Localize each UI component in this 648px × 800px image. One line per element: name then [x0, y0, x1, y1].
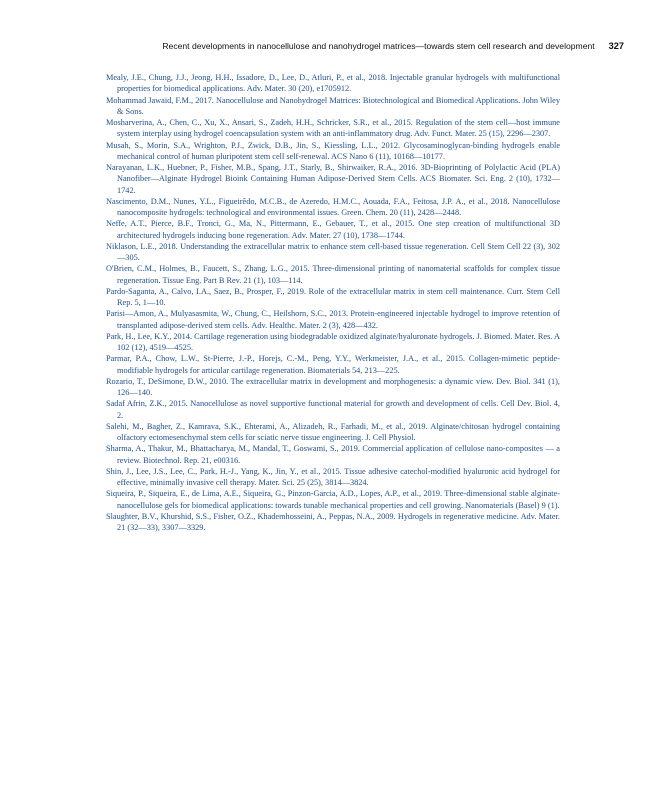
reference-item: Musah, S., Morin, S.A., Wrighton, P.J., Zwick, D.B., Jin, S., Kiessling, L.L., 2012. Glycosaminoglycan-binding hydrogels enable mechanical control of human pluripotent stem cell self-renewal. ACS Nano 6 (11), 10168—10177.	[106, 140, 560, 161]
reference-item: Niklason, L.E., 2018. Understanding the extracellular matrix to enhance stem cell-based tissue regeneration. Cell Stem Cell 22 (3), 302—305.	[106, 241, 560, 262]
reference-item: Pardo-Saganta, A., Calvo, I.A., Saez, B., Prosper, F., 2019. Role of the extracellular matrix in stem cell maintenance. Curr. Stem Cell Rep. 5, 1—10.	[106, 286, 560, 307]
reference-item: Nascimento, D.M., Nunes, Y.L., Figueirêdo, M.C.B., de Azeredo, H.M.C., Aouada, F.A., Feitosa, J.P. A., et al., 2018. Nanocellulose nanocomposite hydrogels: technological and environmental issues. Green. Chem. 20 (11), 2428—2448.	[106, 196, 560, 217]
reference-item: Rozario, T., DeSimone, D.W., 2010. The extracellular matrix in development and morphogenesis: a dynamic view. Dev. Biol. 341 (1), 126—140.	[106, 376, 560, 397]
reference-item: Sadaf Afrin, Z.K., 2015. Nanocellulose as novel supportive functional material for growth and development of cells. Cell Dev. Biol. 4, 2.	[106, 399, 560, 420]
reference-list	[106, 72, 560, 533]
running-head	[90, 41, 624, 55]
reference-item: O'Brien, C.M., Holmes, B., Faucett, S., Zhang, L.G., 2015. Three-dimensional printing of nanomaterial scaffolds for complex tissue regeneration. Tissue Eng. Part B Rev. 21 (1), 103—114.	[106, 264, 560, 285]
reference-item: Mohammad Jawaid, F.M., 2017. Nanocellulose and Nanohydrogel Matrices: Biotechnological and Biomedical Applications. John Wiley & Sons.	[106, 95, 560, 116]
page-number: 327	[608, 41, 624, 51]
reference-item: Narayanan, L.K., Huebner, P., Fisher, M.B., Spang, J.T., Starly, B., Shirwaiker, R.A., 2016. 3D-Bioprinting of Polylactic Acid (PLA) Nanofiber—Alginate Hydrogel Bioink Containing Human Adipose-Derived Stem Cells. ACS Biomater. Sci. Eng. 2 (10), 1732—1742.	[106, 163, 560, 195]
reference-item: Mosharverina, A., Chen, C., Xu, X., Ansari, S., Zadeh, H.H., Schricker, S.R., et al., 2015. Regulation of the stem cell—host immune system interplay using hydrogel coencapsulation system with an anti-inflammatory drug. Adv. Funct. Mater. 25 (15), 2296—2307.	[106, 118, 560, 139]
reference-item: Mealy, J.E., Chung, J.J., Jeong, H.H., Issadore, D., Lee, D., Atluri, P., et al., 2018. Injectable granular hydrogels with multifunctional properties for biomedical applications. Adv. Mater. 30 (20), e1705912.	[106, 73, 560, 94]
reference-item: Parmar, P.A., Chow, L.W., St-Pierre, J.-P., Horejs, C.-M., Peng, Y.Y., Werkmeister, J.A., et al., 2015. Collagen-mimetic peptide-modifiable hydrogels for articular cartilage regeneration. Biomaterials 54, 213—225.	[106, 354, 560, 375]
running-title: Recent developments in nanocellulose and nanohydrogel matrices—towards stem cell research and development	[162, 41, 595, 51]
reference-item: Siqueira, P., Siqueira, E., de Lima, A.E., Siqueira, G., Pinzon-Garcia, A.D., Lopes, A.P., et al., 2019. Three-dimensional stable alginate-nanocellulose gels for biomedical applications: towards tunable mechanical properties and cell growing. Nanomaterials (Basel) 9 (1).	[106, 489, 560, 510]
reference-item: Salehi, M., Bagher, Z., Kamrava, S.K., Ehterami, A., Alizadeh, R., Farhadi, M., et al., 2019. Alginate/chitosan hydrogel containing olfactory ectomesenchymal stem cells for sciatic nerve tissue engineering. J. Cell Physiol.	[106, 421, 560, 442]
reference-item: Park, H., Lee, K.Y., 2014. Cartilage regeneration using biodegradable oxidized alginate/hyaluronate hydrogels. J. Biomed. Mater. Res. A 102 (12), 4519—4525.	[106, 331, 560, 352]
reference-item: Shin, J., Lee, J.S., Lee, C., Park, H.-J., Yang, K., Jin, Y., et al., 2015. Tissue adhesive catechol-modified hyaluronic acid hydrogel for effective, minimally invasive cell therapy. Mater. Sci. 25 (25), 3814—3824.	[106, 466, 560, 487]
reference-item: Sharma, A., Thakur, M., Bhattacharya, M., Mandal, T., Goswami, S., 2019. Commercial application of cellulose nano-composites — a review. Biotechnol. Rep. 21, e00316.	[106, 444, 560, 465]
reference-item: Parisi—Amon, A., Mulyasasmita, W., Chung, C., Heilshorn, S.C., 2013. Protein-engineered injectable hydrogel to improve retention of transplanted adipose-derived stem cells. Adv. Healthc. Mater. 2 (3), 428—432.	[106, 309, 560, 330]
reference-item: Neffe, A.T., Pierce, B.F., Tronci, G., Ma, N., Pittermann, E., Gebauer, T., et al., 2015. One step creation of multifunctional 3D architectured hydrogels inducing bone regeneration. Adv. Mater. 27 (10), 1738—1744.	[106, 219, 560, 240]
reference-item: Slaughter, B.V., Khurshid, S.S., Fisher, O.Z., Khademhosseini, A., Peppas, N.A., 2009. Hydrogels in regenerative medicine. Adv. Mater. 21 (32—33), 3307—3329.	[106, 511, 560, 532]
